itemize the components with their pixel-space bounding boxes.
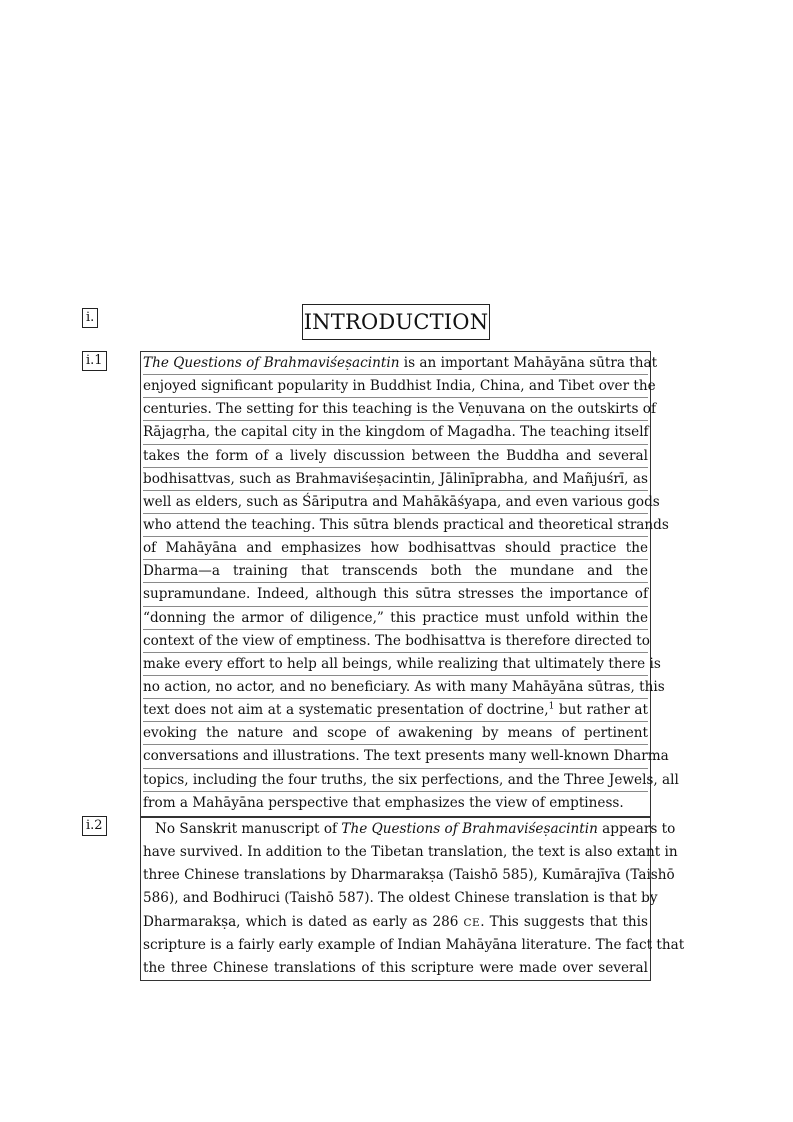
text-line: conversations and illustrations. The text presents many well-known Dharma	[143, 745, 648, 768]
text-line: “donning the armor of diligence,” this practice must unfold within the	[143, 607, 648, 630]
section-title: INTRODUCTION	[302, 304, 490, 340]
text-line: no action, no actor, and no beneficiary. As with many Mahāyāna sūtras, this	[143, 676, 648, 699]
text-line: enjoyed significant popularity in Buddhist India, China, and Tibet over the	[143, 375, 648, 398]
work-title: The Questions of Brahmaviśeṣacintin	[143, 355, 400, 371]
text-line: No Sanskrit manuscript of The Questions of Brahmaviśeṣacintin appears to	[155, 821, 676, 837]
text-line: Dharmarakṣa, which is dated as early as 286 CE. This suggests that this	[143, 913, 648, 930]
text-line: centuries. The setting for this teaching is the Veṇuvana on the outskirts of	[143, 398, 648, 421]
text-line: have survived. In addition to the Tibetan translation, the text is also extant in	[143, 844, 678, 861]
paragraph-1	[140, 351, 679, 817]
paragraph-2	[140, 817, 685, 981]
era-abbreviation: CE	[463, 916, 481, 929]
paragraph-marker: i.2	[82, 816, 107, 836]
work-title: The Questions of Brahmaviśeṣacintin	[341, 821, 598, 837]
text-line: context of the view of emptiness. The bodhisattva is therefore directed to	[143, 630, 648, 653]
text-line: 586), and Bodhiruci (Taishō 587). The oldest Chinese translation is that by	[143, 890, 658, 907]
text-line: takes the form of a lively discussion between the Buddha and several	[143, 445, 648, 468]
paragraph-marker: i.1	[82, 351, 107, 371]
section-marker: i.	[82, 308, 98, 328]
text-line: from a Mahāyāna perspective that emphasizes the view of emptiness.	[143, 794, 624, 811]
text-line: text does not aim at a systematic presentation of doctrine,$^1$ but rather at	[143, 699, 648, 722]
text-line: topics, including the four truths, the six perfections, and the Three Jewels, all	[143, 769, 648, 792]
text-line: Rājagṛha, the capital city in the kingdom of Magadha. The teaching itself	[143, 421, 648, 444]
text-line: scripture is a fairly early example of Indian Mahāyāna literature. The fact that	[143, 936, 685, 953]
text-line: bodhisattvas, such as Brahmaviśeṣacintin, Jālinīprabha, and Mañjuśrī, as	[143, 468, 648, 491]
text-line: evoking the nature and scope of awakening by means of pertinent	[143, 722, 648, 745]
text-line: the three Chinese translations of this scripture were made over several	[143, 959, 648, 976]
text-line: of Mahāyāna and emphasizes how bodhisattvas should practice the	[143, 537, 648, 560]
text-line: well as elders, such as Śāriputra and Mahākāśyapa, and even various gods	[143, 491, 648, 514]
footnote-link[interactable]: 1	[548, 701, 555, 712]
text-line: Dharma—a training that transcends both the mundane and the	[143, 560, 648, 583]
text-line: The Questions of Brahmaviśeṣacintin is an important Mahāyāna sūtra that	[143, 352, 648, 375]
text-line: supramundane. Indeed, although this sūtra stresses the importance of	[143, 583, 648, 606]
text-line: three Chinese translations by Dharmarakṣa (Taishō 585), Kumārajīva (Taishō	[143, 867, 675, 884]
text-line: make every effort to help all beings, while realizing that ultimately there is	[143, 653, 648, 676]
text-line: who attend the teaching. This sūtra blends practical and theoretical strands	[143, 514, 648, 537]
